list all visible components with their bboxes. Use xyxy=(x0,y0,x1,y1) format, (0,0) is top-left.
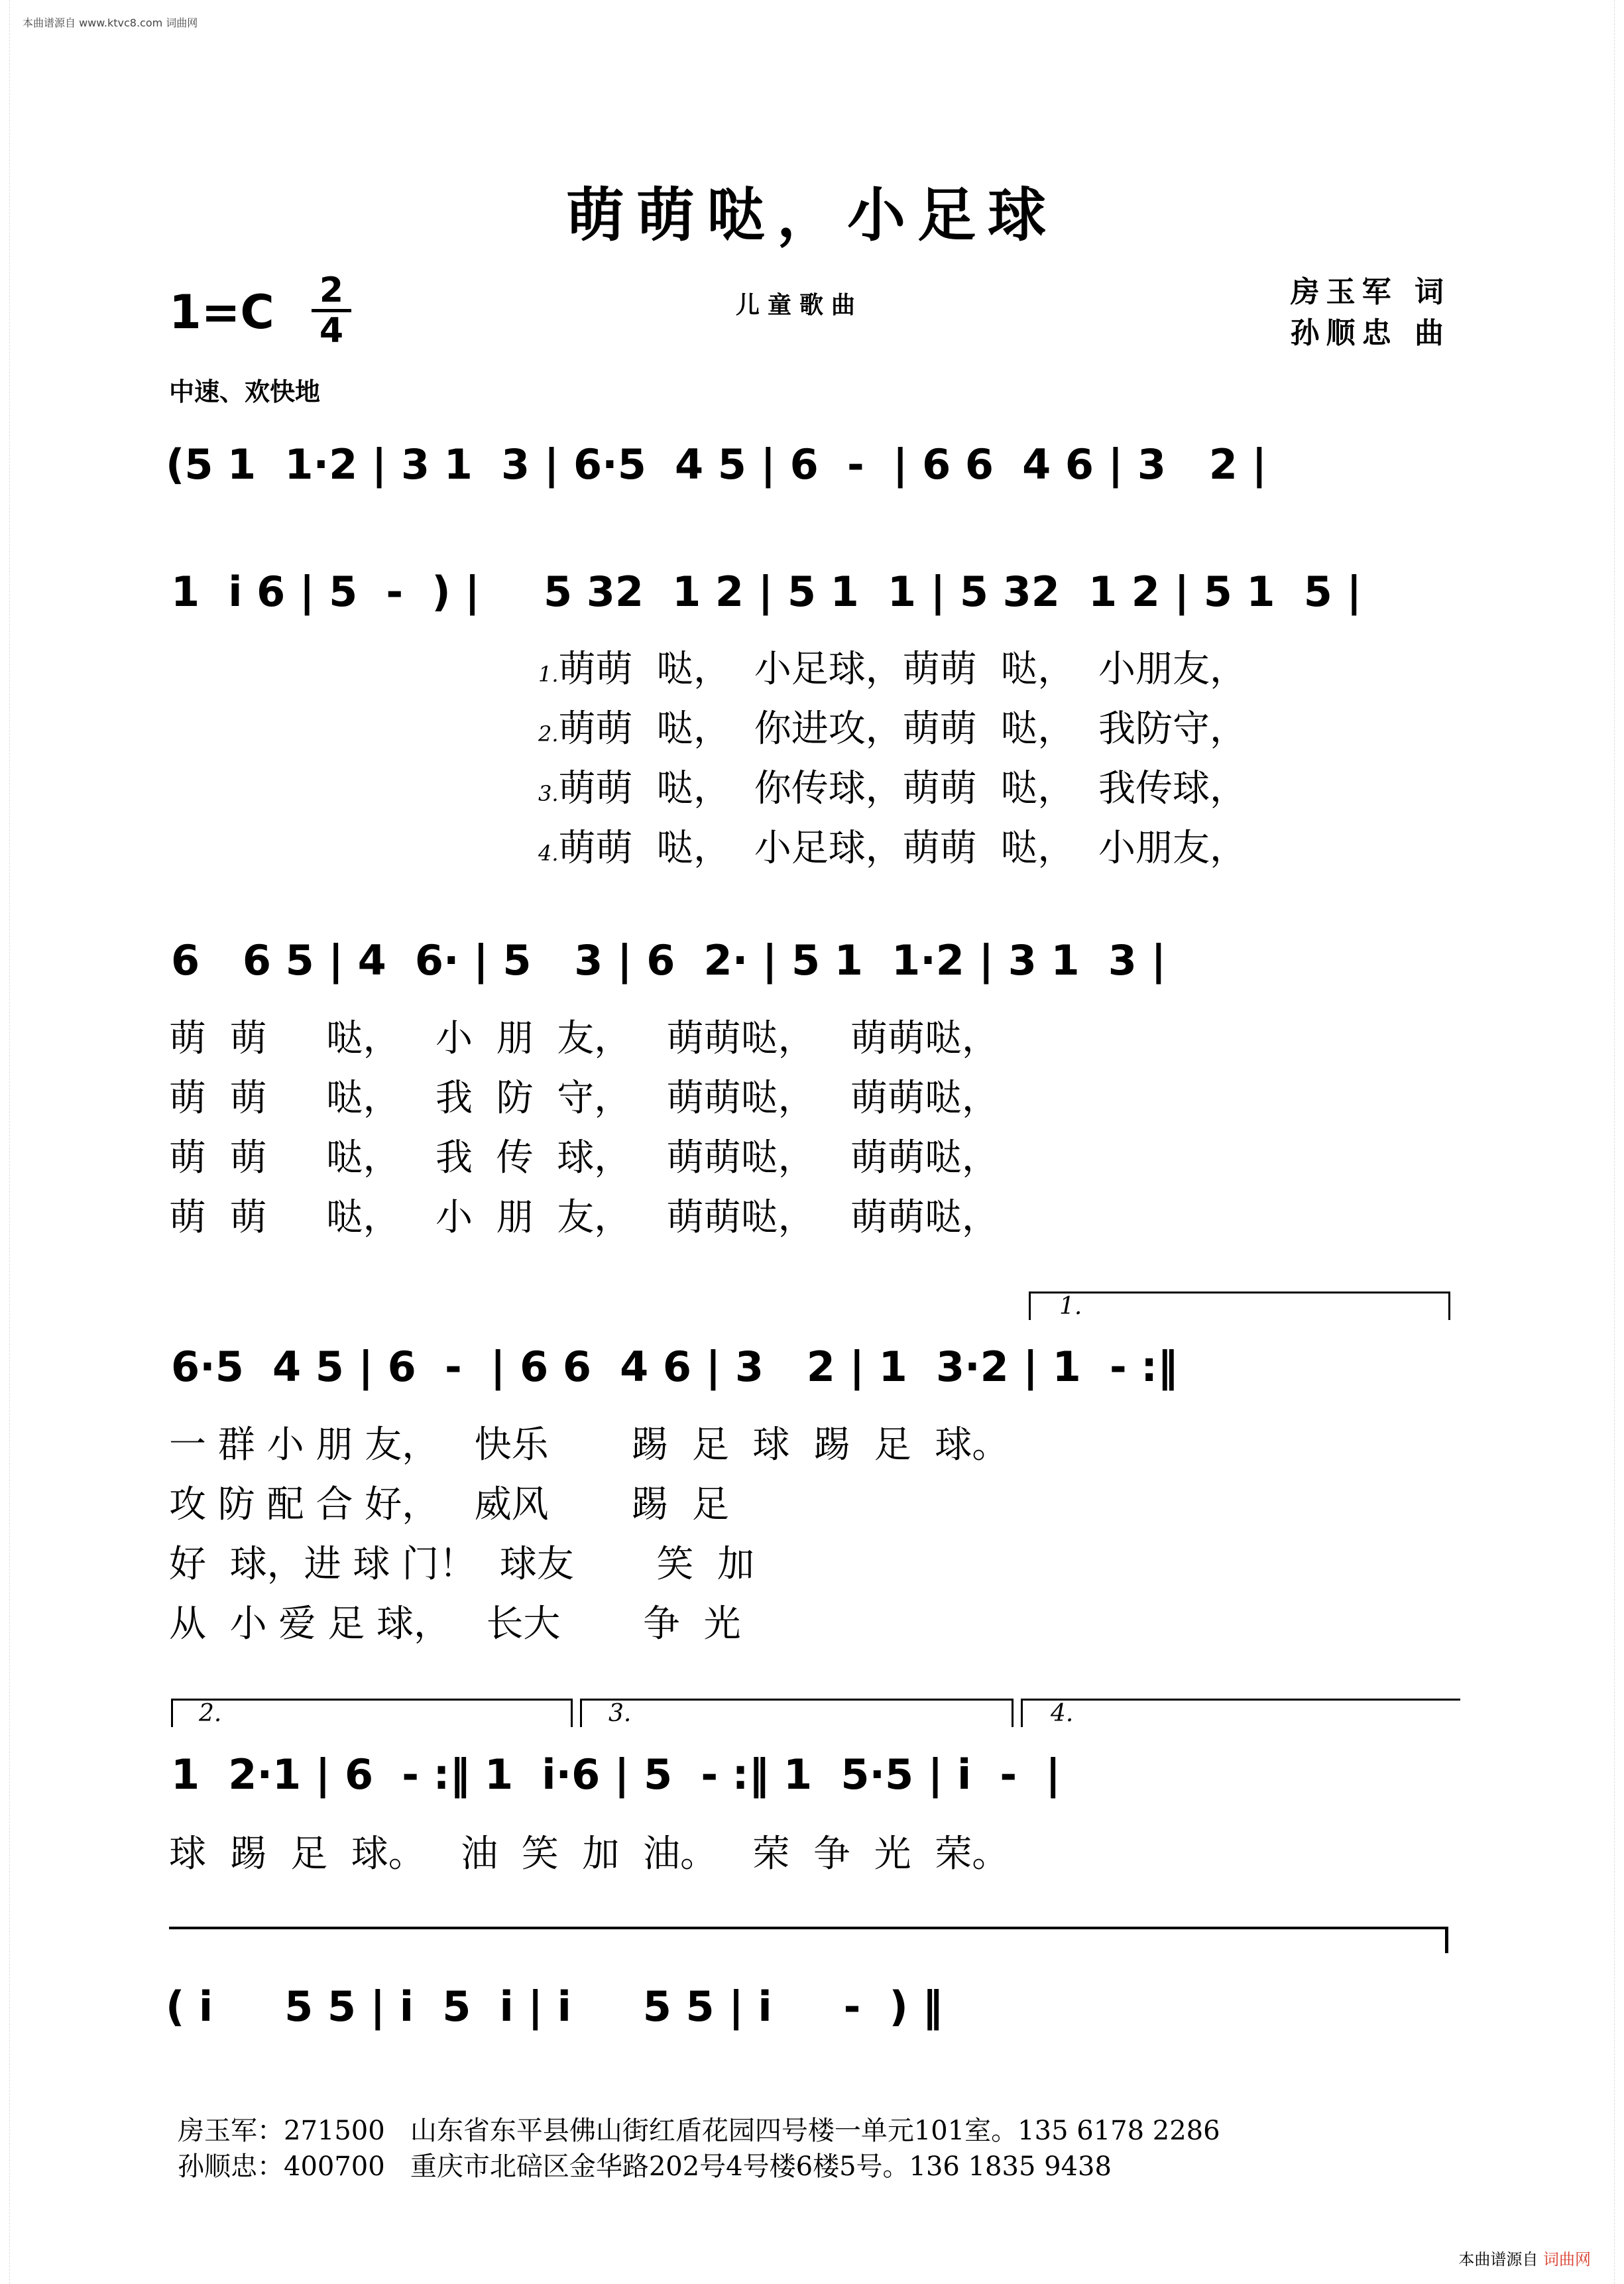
tempo-marking: 中速、欢快地 xyxy=(169,377,321,406)
score-row-6: ( i 5 5 | i 5 i | i 5 5 | i - ) ‖ xyxy=(166,1982,943,2031)
lyric-line: 萌 萌 哒， 我 传 球， 萌萌哒， 萌萌哒， xyxy=(169,1136,1000,1179)
composer-credit: 孙顺忠 曲 xyxy=(1290,316,1450,350)
coda-bracket-end xyxy=(1445,1927,1448,1953)
lyrics-row-5: 球 踢 足 球。 油 笑 加 油。 荣 争 光 荣。 xyxy=(169,1833,1010,1876)
coda-top-line xyxy=(169,1927,1448,1929)
verse-number: 1. xyxy=(538,662,559,687)
song-title: 萌萌哒，小足球 xyxy=(565,180,1058,249)
second-ending-bracket xyxy=(171,1699,573,1727)
score-row-5: 1 2·1 | 6 - :‖ 1 i·6 | 5 - :‖ 1 5·5 | i - | xyxy=(171,1750,1061,1799)
lyric-line: 从 小 爱 足 球， 长大 争 光 xyxy=(169,1602,741,1646)
verse-line xyxy=(538,640,1247,699)
key-signature: 1=C xyxy=(169,285,274,339)
verse-line xyxy=(538,759,1247,819)
verse-number: 2. xyxy=(538,721,559,747)
score-row-3: 6 6 5 | 4 6· | 5 3 | 6 2· | 5 1 1·2 | 3 1 3 | xyxy=(171,936,1167,985)
time-signature-bottom: 4 xyxy=(319,311,344,351)
fourth-ending-number: 4. xyxy=(1051,1700,1074,1727)
genre-label: 儿童歌曲 xyxy=(736,292,864,319)
score-row-2-intro: 1 i 6 | 5 - ) | xyxy=(171,568,480,616)
bottom-source-label: 本曲谱源自 xyxy=(1458,2250,1538,2269)
third-ending-number: 3. xyxy=(609,1700,632,1727)
lyricist-credit: 房玉军 词 xyxy=(1290,275,1450,309)
verse-lines-row-2 xyxy=(538,640,1247,878)
lyric-line: 攻 防 配 合 好， 威风 踢 足 xyxy=(169,1483,729,1526)
second-ending-number: 2. xyxy=(199,1700,222,1727)
time-signature xyxy=(312,270,351,351)
lyrics-row-3 xyxy=(169,1009,999,1248)
footer-line-1: 房玉军：271500 山东省东平县佛山街红盾花园四号楼一单元101室。135 6178 2286 xyxy=(178,2116,1220,2146)
lyrics-row-4 xyxy=(169,1415,1009,1654)
bottom-source xyxy=(1458,2246,1591,2269)
time-signature-top: 2 xyxy=(319,270,344,310)
first-ending-bracket xyxy=(1029,1292,1450,1320)
verse-text: 萌萌 哒， 你传球，萌萌 哒， 我传球， xyxy=(558,767,1247,810)
footer-line-2: 孙顺忠：400700 重庆市北碚区金华路202号4号楼6楼5号。136 1835 9438 xyxy=(178,2151,1112,2182)
score-row-1: (5 1 1·2 | 3 1 3 | 6·5 4 5 | 6 - | 6 6 4 6 | 3 2 | xyxy=(166,440,1267,489)
third-ending-bracket xyxy=(580,1699,1014,1727)
lyric-line: 萌 萌 哒， 小 朋 友， 萌萌哒， 萌萌哒， xyxy=(169,1196,1000,1239)
verse-number: 4. xyxy=(538,841,559,866)
verse-text: 萌萌 哒， 小足球，萌萌 哒， 小朋友， xyxy=(558,648,1247,691)
bottom-source-site[interactable]: 词曲网 xyxy=(1543,2250,1591,2269)
lyric-line: 好 球，进 球 门！ 球友 笑 加 xyxy=(169,1543,755,1586)
lyric-line: 萌 萌 哒， 小 朋 友， 萌萌哒， 萌萌哒， xyxy=(169,1017,1000,1060)
verse-line xyxy=(538,819,1247,878)
lyric-line: 一 群 小 朋 友， 快乐 踢 足 球 踢 足 球。 xyxy=(169,1423,1010,1467)
right-border-strip xyxy=(1614,0,1624,2284)
verse-line xyxy=(538,699,1247,759)
verse-text: 萌萌 哒， 小足球，萌萌 哒， 小朋友， xyxy=(558,827,1247,870)
source-header: 本曲谱源自 www.ktvc8.com 词曲网 xyxy=(23,17,198,29)
verse-number: 3. xyxy=(538,781,559,806)
lyric-line: 萌 萌 哒， 我 防 守， 萌萌哒， 萌萌哒， xyxy=(169,1077,1000,1120)
left-border-strip xyxy=(0,0,10,2284)
score-row-4: 6·5 4 5 | 6 - | 6 6 4 6 | 3 2 | 1 3·2 | 1 - :‖ xyxy=(171,1343,1179,1391)
verse-text: 萌萌 哒， 你进攻，萌萌 哒， 我防守， xyxy=(558,707,1247,751)
first-ending-number: 1. xyxy=(1059,1293,1082,1320)
fourth-ending-bracket xyxy=(1021,1699,1460,1727)
score-row-2-melody: 5 32 1 2 | 5 1 1 | 5 32 1 2 | 5 1 5 | xyxy=(544,568,1362,616)
